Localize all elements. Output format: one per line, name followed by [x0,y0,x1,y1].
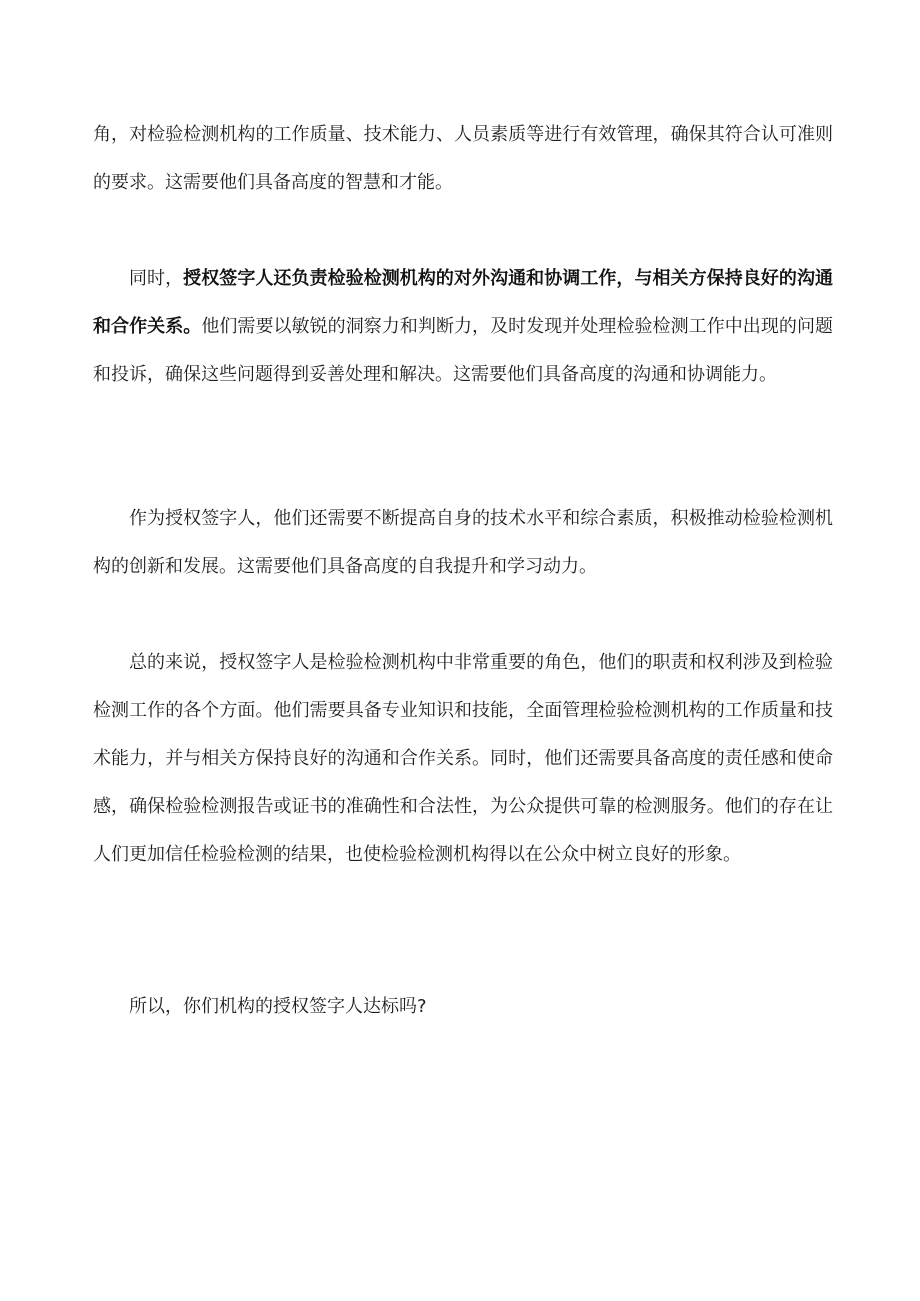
paragraph-bold-highlight: 授权签字人还负责检验检测机构的对外沟通和协调工作，与相关方保持良好的沟通和合作关系。 [93,268,834,337]
paragraph-summary [93,639,833,879]
paragraph-communication [93,255,833,399]
paragraph-text: 总的来说，授权签字人是检验检测机构中非常重要的角色，他们的职责和权利涉及到检验检测工作的各个方面。他们需要具备专业知识和技能，全面管理检验检测机构的工作质量和技术能力，并与相关方保持良好的沟通和合作关系。同时，他们还需要具备高度的责任感和使命感，确保检验检测报告或证书的准确性和合法性，为公众提供可靠的检测服务。他们的存在让人们更加信任检验检测的结果，也使检验检测机构得以在公众中树立良好的形象。 [93,652,833,865]
paragraph-self-improvement [93,495,833,591]
paragraph-text: 角，对检验检测机构的工作质量、技术能力、人员素质等进行有效管理，确保其符合认可准则的要求。这需要他们具备高度的智慧和才能。 [93,124,833,193]
paragraph-text: 他们需要以敏锐的洞察力和判断力，及时发现并处理检验检测工作中出现的问题和投诉，确保这些问题得到妥善处理和解决。这需要他们具备高度的沟通和协调能力。 [93,316,834,385]
paragraph-text: 作为授权签字人，他们还需要不断提高自身的技术水平和综合素质，积极推动检验检测机构的创新和发展。这需要他们具备高度的自我提升和学习动力。 [93,508,833,577]
paragraph-closing-question [93,983,833,1031]
paragraph-text: 所以，你们机构的授权签字人达标吗? [129,996,427,1017]
paragraph-lead: 同时， [129,268,184,289]
paragraph-quality-management [93,111,833,207]
